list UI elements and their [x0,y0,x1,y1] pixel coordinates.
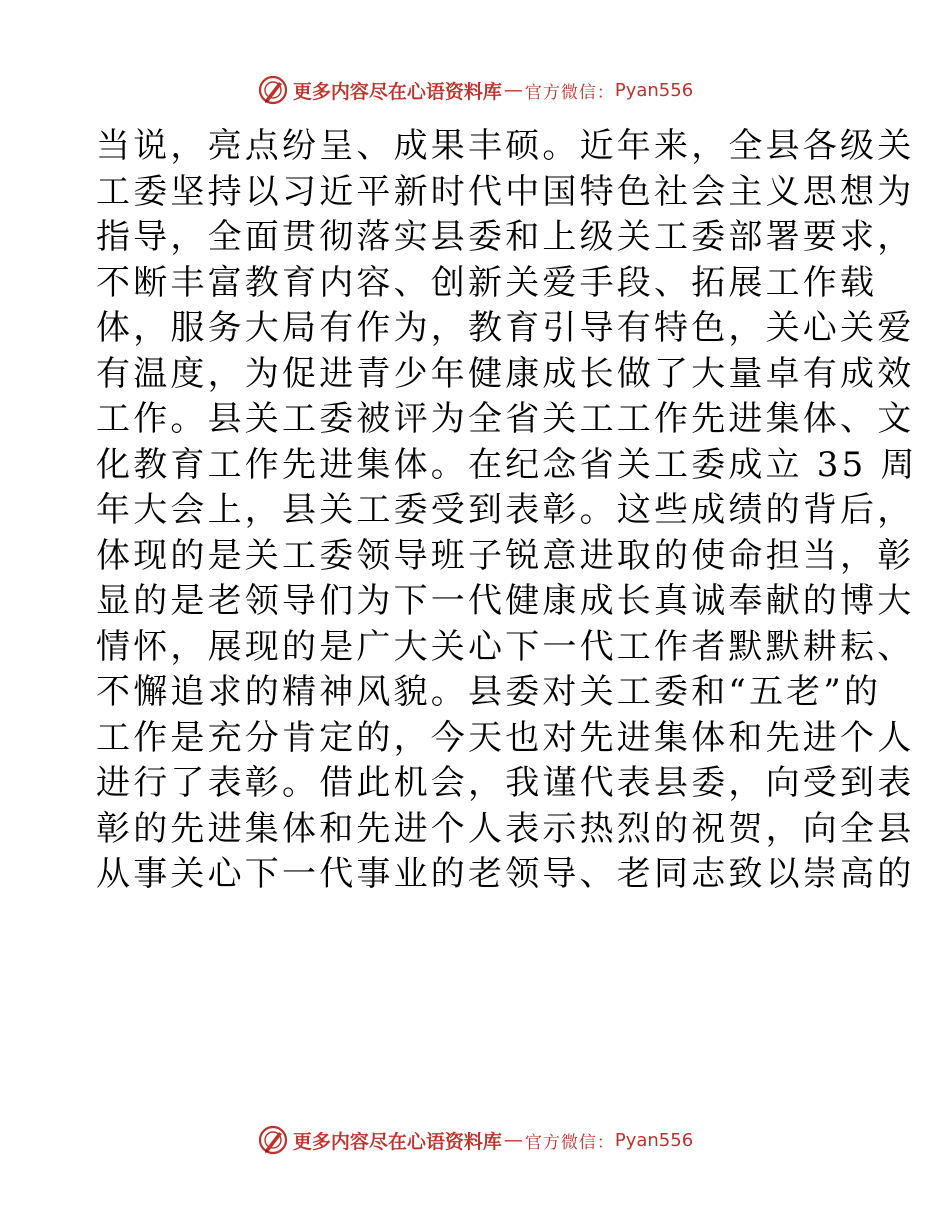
text-line: 彰的先进集体和先进个人表示热烈的祝贺，向全县 [96,808,915,849]
text-line: 工作。县关工委被评为全省关工工作先进集体、文 [96,399,915,439]
text-line: 从事关心下一代事业的老领导、老同志致以崇高的 [96,854,915,894]
watermark-sub-text: 官方微信： [524,1132,615,1153]
watermark-wechat-id: Pyan556 [614,1129,694,1151]
text-line: 年大会上，县关工委受到表彰。这些成绩的背后， [96,490,915,530]
watermark-main-text: 更多内容尽在心语资料库 [292,1130,502,1153]
text-line: 工委坚持以习近平新时代中国特色社会主义思想为 [96,171,915,212]
pen-circle-logo-icon [257,1124,289,1156]
text-line: 显的是老领导们为下一代健康成长真诚奉献的博大 [96,581,915,621]
document-body [96,124,918,898]
watermark-sub-text: 官方微信： [524,82,615,103]
text-line: 指导，全面贯彻落实县委和上级关工委部署要求， [96,217,915,257]
watermark-dash: — [503,1129,523,1151]
text-line: 进行了表彰。借此机会，我谨代表县委，向受到表 [96,763,915,803]
text-line: 不懈追求的精神风貌。县委对关工委和“五老”的 [96,672,882,712]
watermark-dash: — [503,79,523,101]
text-line: 工作是充分肯定的，今天也对先进集体和先进个人 [96,717,915,758]
pen-circle-logo-icon [257,74,289,106]
header-watermark [0,70,950,110]
footer-watermark [0,1120,950,1160]
text-line: 情怀，展现的是广大关心下一代工作者默默耕耘、 [96,626,915,667]
watermark-main-text: 更多内容尽在心语资料库 [292,80,502,103]
text-line: 当说，亮点纷呈、成果丰硕。近年来，全县各级关 [96,126,915,166]
text-line: 不断丰富教育内容、创新关爱手段、拓展工作载 [96,262,878,303]
text-line: 体，服务大局有作为，教育引导有特色，关心关爱 [96,308,915,348]
text-line: 有温度，为促进青少年健康成长做了大量卓有成效 [96,353,915,394]
text-line: 化教育工作先进集体。在纪念省关工委成立 35 周 [96,444,918,485]
watermark-wechat-id: Pyan556 [614,79,694,101]
text-line: 体现的是关工委领导班子锐意进取的使命担当，彰 [96,535,915,576]
